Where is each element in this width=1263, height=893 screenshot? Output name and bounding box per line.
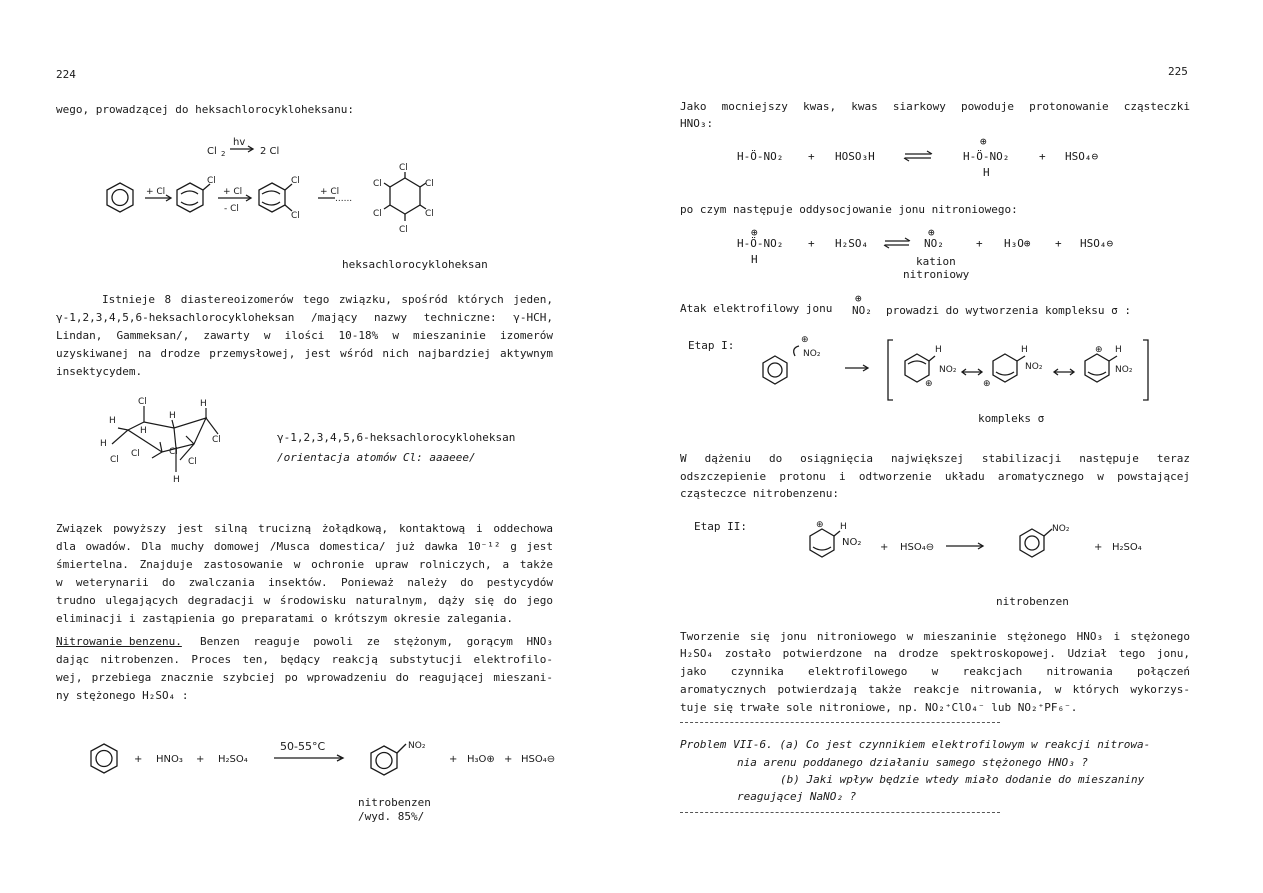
etap1-oplus-a: ⊕ (801, 335, 809, 345)
svg-text:Cl (207, 146, 217, 157)
eq-plus-1: + (134, 754, 143, 765)
eq2-h2so4: H₂SO₄ (835, 237, 869, 250)
etap1-h-1: H (935, 345, 942, 355)
page-number-right: 225 (1168, 65, 1188, 78)
etap2-label: Etap II: (694, 520, 747, 533)
right-para-b-3: cząsteczce nitrobenzenu: (680, 487, 839, 500)
eq1-plus-1: + (808, 150, 815, 163)
chair-h-6: H (173, 475, 180, 485)
eq-plus-3: + (449, 754, 458, 765)
paragraph-isomers (56, 294, 553, 378)
eq-h2so4: H₂SO₄ (218, 754, 248, 765)
para2-line4: w weterynarii do zwalczania insektów. Ponieważ należy do pestycydów (56, 576, 553, 589)
para2-line2: dla owadów. Dla muchy domowej /Musca domestica/ już dawka 10⁻¹² g jest (56, 540, 553, 553)
etap1-no2-1: NO₂ (939, 365, 957, 375)
eq1-equilibrium-arrow (903, 150, 935, 162)
eq-no2: NO₂ (408, 741, 426, 751)
cl2-sub: 2 (221, 150, 226, 158)
etap1-h-2: H (1021, 345, 1028, 355)
sigma-complex-label: kompleks σ (978, 412, 1045, 425)
eq1-lhs: H-Ö-NO₂ (737, 150, 784, 163)
etap2-plus-2: + (1094, 542, 1103, 553)
right-para-c-4: aromatycznych potwierdzają także reakcje nitrowania, w których wykorzys- (680, 683, 1190, 696)
plus-cl-2: + Cl (320, 187, 340, 197)
plus-cl-1: + Cl (146, 187, 166, 197)
eq-plus-2: + (196, 754, 205, 765)
chair-cl-3: Cl (131, 449, 140, 459)
etap1-oplus-2: ⊕ (983, 379, 991, 389)
nitrobenzene-label-right: nitrobenzen (996, 595, 1069, 608)
chair-conformation (96, 394, 241, 486)
etap2-no2-b: NO₂ (1052, 524, 1070, 534)
chair-cl-4: Cl (169, 447, 178, 457)
eq2-plus-3: + (1055, 237, 1062, 250)
eq-plus-4: + (504, 754, 513, 765)
chair-h-1: H (109, 416, 116, 426)
cl-b: Cl (291, 211, 300, 221)
para3-line1: Benzen reaguje powoli ze stężonym, gorącym HNO₃ (200, 635, 553, 648)
eq2-no2-oplus: ⊕ (928, 226, 935, 239)
cl2-label: Cl (207, 146, 217, 157)
right-para-c-1: Tworzenie się jonu nitroniowego w mieszaninie stężonego HNO₃ i stężonego (680, 630, 1190, 643)
etap1-label: Etap I: (688, 339, 735, 352)
cl-e: Cl (425, 179, 434, 189)
hch-label: heksachlorocykloheksan (342, 258, 488, 271)
para1-line5: insektycydem. (56, 365, 143, 378)
etap2-h2so4: H₂SO₄ (1112, 542, 1142, 553)
right-para-b-1: W dążeniu do osiągnięcia największej stabilizacji następuje teraz (680, 452, 1190, 465)
lindane-orientation: /orientacja atomów Cl: aaaeee/ (277, 451, 476, 464)
lindane-name: γ-1,2,3,4,5,6-heksachlorocykloheksan (277, 431, 516, 444)
right-line1b: HNO₃: (680, 117, 714, 130)
eq1-hso4: HSO₄⊖ (1065, 150, 1099, 163)
cation-label-2: nitroniowy (903, 268, 970, 281)
cl-c: Cl (399, 163, 408, 173)
para3-line2: dając nitrobenzen. Proces ten, będący reakcją substytucji elektrofilo- (56, 653, 553, 666)
eq1-hoso3h: HOSO₃H (835, 150, 875, 163)
minus-cl-label: - Cl (224, 204, 239, 214)
right-para-c-2: H₂SO₄ zostało potwierdzone na drodze spektroskopowej. Udział tego jonu, (680, 647, 1190, 660)
eq-h3o: H₃O⊕ (467, 754, 495, 765)
problem-bottom-rule (680, 812, 1000, 813)
para1-line3: Lindan, Gammeksan/, zawarty w ilości 10-18% w mieszaninie izomerów (56, 329, 553, 342)
etap2-plus-1: + (880, 542, 889, 553)
etap2-scheme (800, 517, 1160, 563)
etap1-no2-2: NO₂ (1025, 362, 1043, 372)
eq2-oplus: ⊕ (751, 226, 758, 239)
chair-cl-2: Cl (110, 455, 119, 465)
eq-hno3: HNO₃ (156, 754, 183, 765)
eq2-h3o: H₃O⊕ (1004, 237, 1031, 250)
etap1-h-3: H (1115, 345, 1122, 355)
eq2-plus-2: + (976, 237, 983, 250)
attack-no2: NO₂ (852, 304, 872, 317)
cl-d: Cl (399, 225, 408, 235)
chair-cl-1: Cl (138, 397, 147, 407)
eq-hso4: HSO₄⊖ (521, 754, 556, 765)
problem-line-4: reagującej NaNO₂ ? (737, 790, 857, 803)
chair-h-5: H (200, 399, 207, 409)
etap2-no2-a: NO₂ (842, 537, 862, 548)
cl-a: Cl (291, 176, 300, 186)
eq2-no2: NO₂ (924, 237, 944, 250)
eq2-plus-1: + (808, 237, 815, 250)
eq1-rhs: H-Ö-NO₂ (963, 150, 1010, 163)
chair-h-3: H (140, 426, 147, 436)
nitration-equation (84, 730, 564, 790)
right-para-c-5: tuje się trwałe sole nitroniowe, np. NO₂⁺ClO₄⁻ lub NO₂⁺PF₆⁻. (680, 701, 1078, 714)
attack-oplus: ⊕ (855, 292, 862, 305)
chair-cl-5: Cl (212, 435, 221, 445)
eq2-h: H (751, 253, 758, 266)
eq2-lhs: H-Ö-NO₂ (737, 237, 784, 250)
chair-h-2: H (100, 439, 107, 449)
two-cl-label: 2 Cl (260, 146, 280, 157)
etap1-no2-a: NO₂ (803, 349, 821, 359)
right-line1: Jako mocniejszy kwas, kwas siarkowy powoduje protonowanie cząsteczki (680, 100, 1190, 113)
chair-cl-6: Cl (188, 457, 197, 467)
problem-line-3: (b) Jaki wpływ będzie wtedy miało dodanie do mieszaniny (780, 773, 1145, 786)
attack-text-1: Atak elektrofilowy jonu (680, 302, 833, 315)
etap1-oplus-1: ⊕ (925, 379, 933, 389)
etap2-h: H (840, 522, 847, 532)
eq2-equilibrium-arrow (883, 237, 913, 249)
right-line2: po czym następuje oddysocjowanie jonu nitroniowego: (680, 203, 1018, 216)
eq2-hso4: HSO₄⊖ (1080, 237, 1114, 250)
eq-conditions: 50-55°C (280, 740, 326, 753)
para1-line4: uzyskiwanej na drodze przemysłowej, jest wśród nich najbardziej aktywnym (56, 347, 553, 360)
attack-text-2: prowadzi do wytworzenia kompleksu σ : (886, 304, 1132, 317)
cl-h: Cl (373, 209, 382, 219)
para2-line6: eliminacji i zastąpienia go preparatami o krótszym okresie zalegania. (56, 612, 513, 625)
cation-label-1: kation (916, 255, 956, 268)
etap2-hso4: HSO₄⊖ (900, 542, 935, 553)
hv-label: hv (233, 137, 246, 148)
etap1-scheme (755, 334, 1160, 408)
para3-line4: ny stężonego H₂SO₄ : (56, 689, 189, 702)
right-para-b-2: odszczepienie protonu i odtworzenie układu aromatycznego w powstającej (680, 470, 1190, 483)
etap1-oplus-3: ⊕ (1095, 345, 1103, 355)
plus-cl2-label: + Cl (223, 187, 243, 197)
para2-line3: śmiertelna. Znajduje zastosowanie w ochronie upraw rolniczych, a także (56, 558, 553, 571)
etap1-no2-3: NO₂ (1115, 365, 1133, 375)
nitrobenzene-label-left: nitrobenzen (358, 796, 431, 809)
para2-line5: trudno ulegających degradacji w środowisku naturalnym, dąży się do jego (56, 594, 553, 607)
para1-line2: γ-1,2,3,4,5,6-heksachlorocykloheksan /mający nazwy techniczne: γ-HCH, (56, 311, 553, 324)
eq1-plus-2: + (1039, 150, 1046, 163)
right-para-c-3: jako czynnika elektrofilowego w reakcjach nitrowania połączeń (680, 665, 1190, 678)
problem-top-rule (680, 722, 1000, 723)
cl-g: Cl (373, 179, 382, 189)
page-number-left: 224 (56, 68, 76, 81)
nitrobenzene-yield: /wyd. 85%/ (358, 810, 425, 823)
paragraph-toxicity (56, 523, 553, 625)
eq1-h: H (983, 166, 990, 179)
chair-h-4: H (169, 411, 176, 421)
problem-line-2: nia arenu poddanego działaniu samego stężonego HNO₃ ? (737, 756, 1088, 769)
cl-f: Cl (425, 209, 434, 219)
nitration-heading: Nitrowanie benzenu. (56, 635, 182, 648)
cl-radical: Cl (207, 176, 216, 186)
para2-line1: Związek powyższy jest silną trucizną żołądkową, kontaktową i oddechowa (56, 522, 553, 535)
intro-line: wego, prowadzącej do heksachlorocykloheksanu: (56, 103, 355, 116)
para3-line3: wej, przebiega znacznie szybciej po wprowadzeniu do reagującej mieszani- (56, 671, 553, 684)
dotted-arrow: ...... (335, 194, 353, 204)
para1-line1: Istnieje 8 diastereoizomerów tego związku, spośród których jeden, (102, 293, 553, 306)
problem-line-1: Problem VII-6. (a) Co jest czynnikiem elektrofilowym w reakcji nitrowa- (680, 738, 1151, 751)
eq1-oplus: ⊕ (980, 135, 987, 148)
etap2-oplus: ⊕ (816, 520, 824, 530)
chlorination-scheme (90, 136, 450, 246)
